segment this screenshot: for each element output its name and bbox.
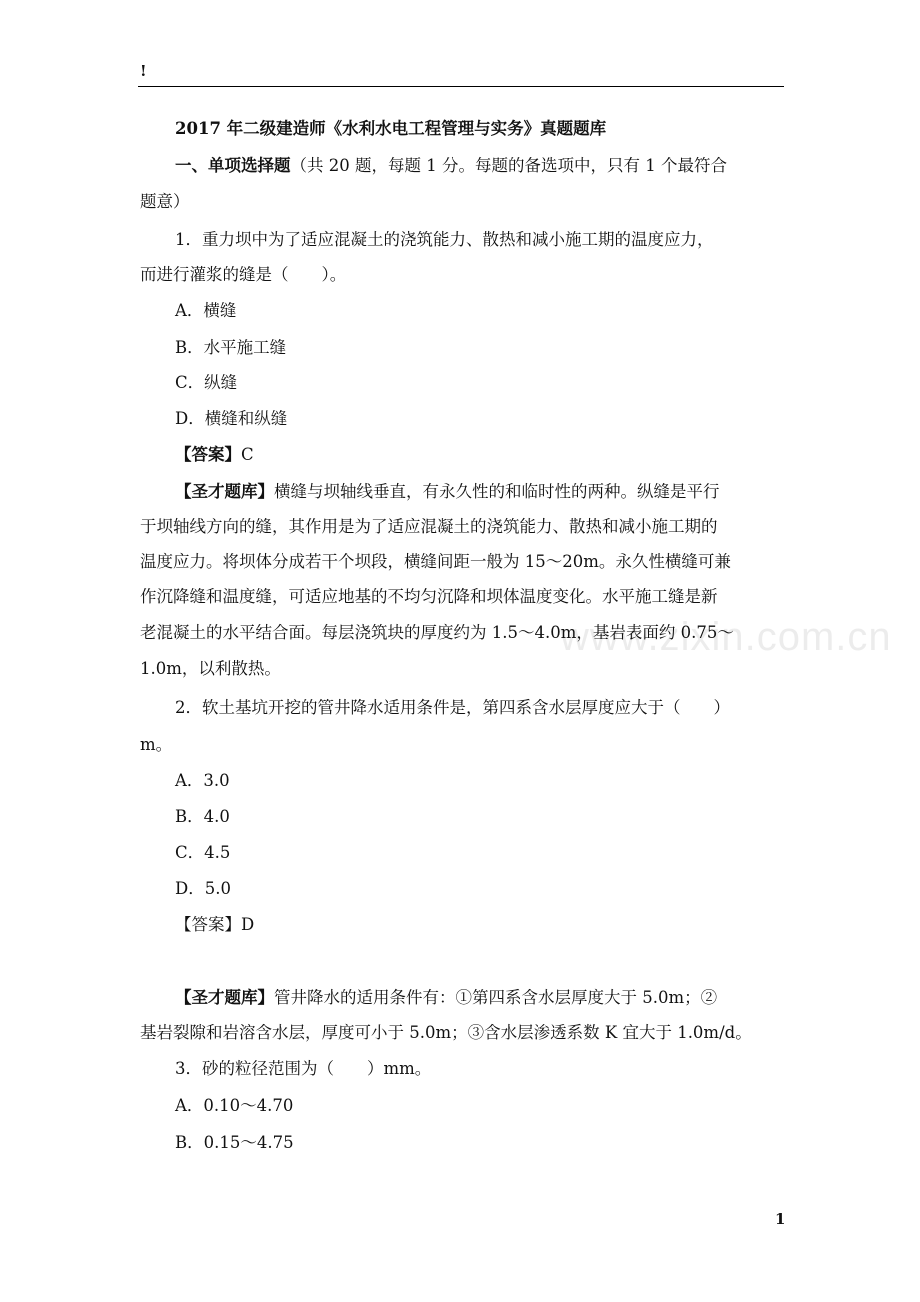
page-number: 1 [775, 1210, 786, 1228]
q1-explain-line [175, 480, 720, 504]
watermark: www.zixin.com.cn [560, 615, 892, 659]
section-note-cont: 题意） [140, 192, 190, 211]
q1-explain-cont-3: 作沉降缝和温度缝，可适应地基的不均匀沉降和坝体温度变化。水平施工缝是新 [140, 587, 718, 606]
q1-answer-line [175, 443, 254, 467]
q1-stem: 1．重力坝中为了适应混凝土的浇筑能力、散热和减小施工期的温度应力， [175, 230, 714, 249]
q1-answer: C [241, 445, 254, 464]
q2-option-c: C．4.5 [175, 843, 231, 862]
q1-explain-tag: 【圣才题库】 [175, 482, 274, 501]
q2-explain-line [175, 986, 717, 1010]
header-rule [138, 86, 784, 87]
q2-answer-line [175, 913, 254, 937]
q1-stem-cont: 而进行灌浆的缝是（ ）。 [140, 265, 347, 284]
q3-option-b: B．0.15～4.75 [175, 1133, 294, 1152]
section-note: （共 20 题，每题 1 分。每题的备选项中，只有 1 个最符合 [290, 156, 727, 175]
q2-stem-cont: m。 [140, 735, 173, 754]
q1-option-d: D．横缝和纵缝 [175, 409, 288, 428]
q1-explain-cont-5: 1.0m，以利散热。 [140, 659, 281, 678]
q2-answer-tag: 【答案】 [175, 915, 241, 934]
q1-option-a: A．横缝 [175, 301, 237, 320]
q2-answer: D [241, 915, 255, 934]
header-mark: ! [140, 62, 147, 80]
q1-explain-cont-4: 老混凝土的水平结合面。每层浇筑块的厚度约为 1.5～4.0m，基岩表面约 0.75～ [140, 623, 734, 642]
q2-option-d: D．5.0 [175, 879, 231, 898]
q2-explain-cont: 基岩裂隙和岩溶含水层，厚度可小于 5.0m；③含水层渗透系数 K 宜大于 1.0m/d。 [140, 1023, 752, 1042]
q2-explain: 管井降水的适用条件有：①第四系含水层厚度大于 5.0m；② [274, 988, 718, 1007]
q1-answer-tag: 【答案】 [175, 445, 241, 464]
q1-explain: 横缝与坝轴线垂直，有永久性的和临时性的两种。纵缝是平行 [274, 482, 720, 501]
q1-explain-cont-2: 温度应力。将坝体分成若干个坝段，横缝间距一般为 15～20m。永久性横缝可兼 [140, 552, 731, 571]
q2-stem: 2．软土基坑开挖的管井降水适用条件是，第四系含水层厚度应大于（ ） [175, 698, 730, 717]
q2-explain-tag: 【圣才题库】 [175, 988, 274, 1007]
q3-option-a: A．0.10～4.70 [175, 1096, 294, 1115]
section-heading-line [175, 154, 727, 178]
q1-explain-cont-1: 于坝轴线方向的缝，其作用是为了适应混凝土的浇筑能力、散热和减小施工期的 [140, 517, 718, 536]
document-title: 2017 年二级建造师《水利水电工程管理与实务》真题题库 [175, 119, 607, 138]
q1-option-c: C．纵缝 [175, 373, 238, 392]
q2-option-b: B．4.0 [175, 807, 230, 826]
q3-stem: 3．砂的粒径范围为（ ）mm。 [175, 1059, 432, 1078]
section-heading: 一、单项选择题 [175, 156, 291, 175]
q1-option-b: B．水平施工缝 [175, 338, 287, 357]
q2-option-a: A．3.0 [175, 771, 230, 790]
